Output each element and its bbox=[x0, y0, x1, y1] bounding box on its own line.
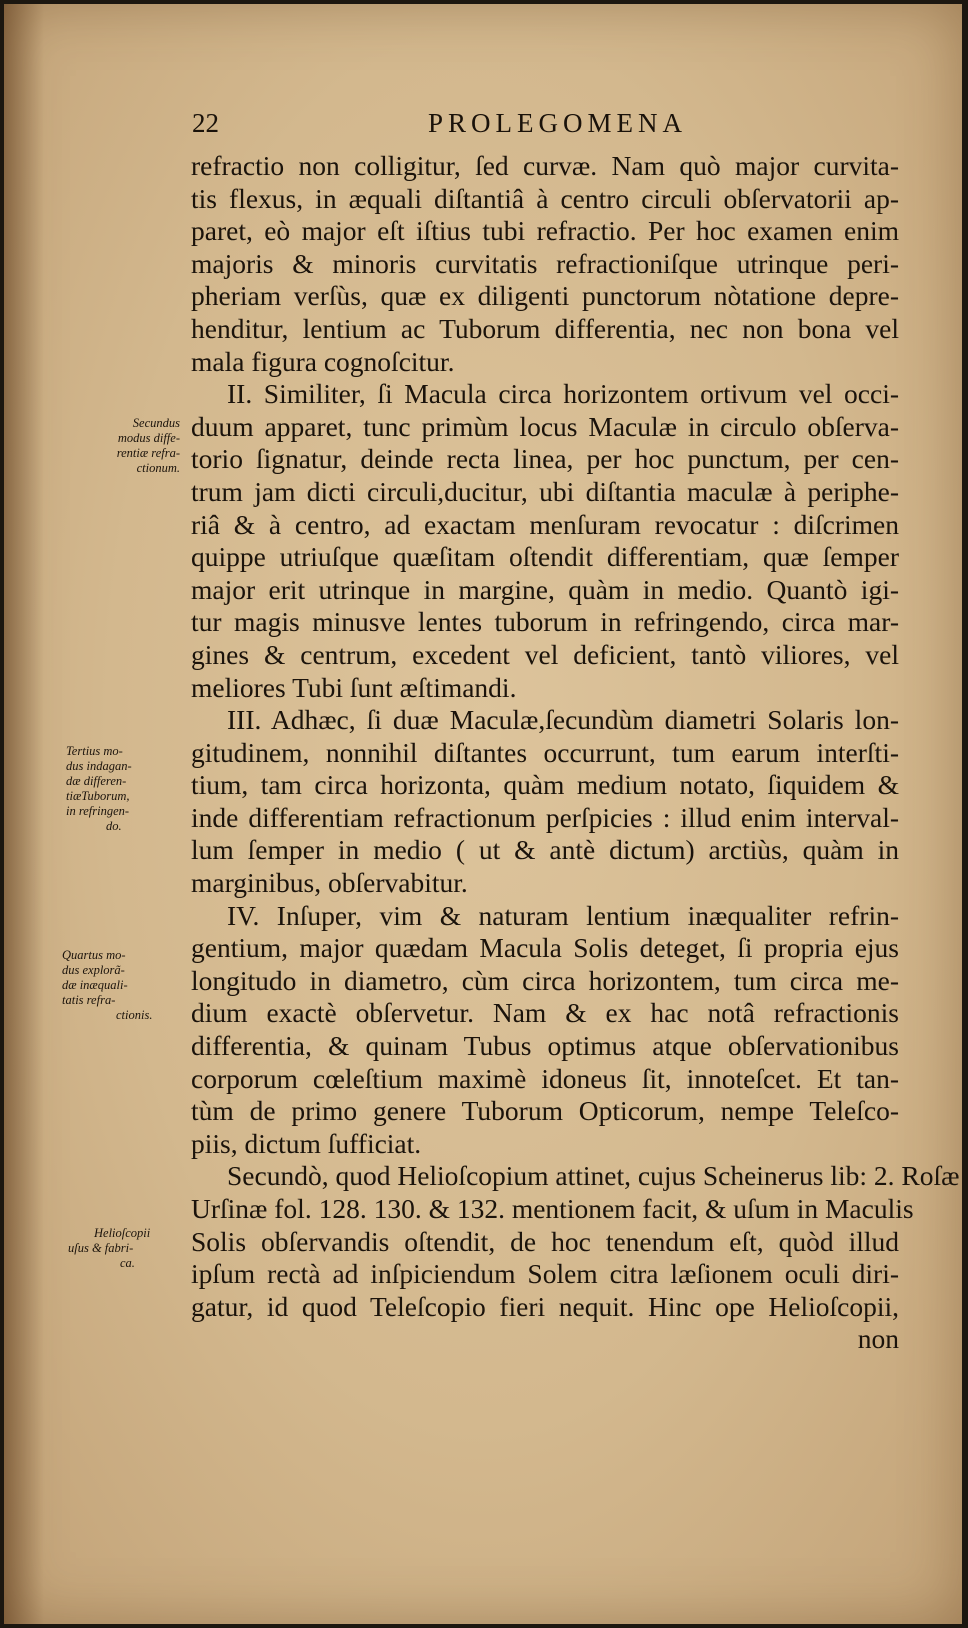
text-line: tur magis minusve lentes tuborum in refringendo, circa mar- bbox=[191, 606, 899, 638]
text-line: paret, eò major eſt iſtius tubi refractio. Per hoc examen enim bbox=[191, 215, 899, 247]
marginal-line: do. bbox=[106, 819, 122, 833]
book-page bbox=[4, 4, 962, 1624]
text-line: major erit utrinque in margine, quàm in medio. Quantò igi- bbox=[191, 573, 899, 605]
text-line: majoris & minoris curvitatis refractioniſque utrinque peri- bbox=[191, 247, 899, 279]
marginal-line: dus explorã- bbox=[62, 963, 125, 977]
marginal-line: tiæTuborum, bbox=[66, 789, 130, 803]
text-line: ipſum rectà ad inſpiciendum Solem citra læſionem oculi diri- bbox=[191, 1258, 899, 1290]
marginal-line: ca. bbox=[120, 1256, 135, 1270]
text-line: tium, tam circa horizonta, quàm medium notato, ſiquidem & bbox=[191, 769, 899, 801]
text-line: gentium, major quædam Macula Solis deteget, ſi propria ejus bbox=[191, 932, 899, 964]
page-header bbox=[192, 108, 882, 148]
marginal-line: tatis refra- bbox=[62, 993, 116, 1007]
marginal-line: dæ differen- bbox=[66, 774, 127, 788]
marginal-line: uſus & fabri- bbox=[68, 1241, 134, 1255]
text-line: duum apparet, tunc primùm locus Maculæ in circulo obſerva- bbox=[191, 410, 899, 442]
paragraph-start-II: II. Similiter, ſi Macula circa horizontem ortivum vel occi- bbox=[227, 378, 899, 410]
text-line: gines & centrum, excedent vel deficient, tantò viliores, vel bbox=[191, 638, 899, 670]
marginal-line: in refringen- bbox=[66, 804, 130, 818]
marginal-line: Quartus mo- bbox=[62, 948, 126, 962]
running-head: PROLEGOMENA bbox=[428, 108, 688, 138]
marginal-line: ctionis. bbox=[116, 1008, 153, 1022]
text-line: dium exactè obſervetur. Nam & ex hac notâ refractionis bbox=[191, 997, 899, 1029]
marginal-line: modus diffe- bbox=[117, 431, 180, 445]
paragraph-start-IV: IV. Inſuper, vim & naturam lentium inæqualiter refrin- bbox=[227, 899, 899, 931]
text-line: Urſinæ fol. 128. 130. & 132. mentionem facit, & uſum in Maculis bbox=[191, 1193, 914, 1224]
marginal-note-quartus bbox=[62, 948, 162, 1023]
marginal-note-helioscopii bbox=[68, 1226, 178, 1271]
marginal-line: Helioſcopii bbox=[94, 1226, 151, 1240]
marginal-line: dæ inæquali- bbox=[62, 978, 128, 992]
text-line: piis, dictum ſufficiat. bbox=[191, 1127, 422, 1159]
text-line: trum jam dicti circuli,ducitur, ubi diſtantia maculæ à periphe- bbox=[191, 475, 899, 507]
text-line: tùm de primo genere Tuborum Opticorum, nempe Teleſco- bbox=[191, 1095, 899, 1127]
text-line: longitudo in diametro, cùm circa horizontem, tum circa me- bbox=[191, 964, 899, 996]
text-line: riâ & à centro, ad exactam menſuram revocatur : diſcrimen bbox=[191, 508, 899, 540]
paragraph-start-III: III. Adhæc, ſi duæ Maculæ,ſecundùm diametri Solaris lon- bbox=[227, 704, 899, 736]
text-line: mala figura cognoſcitur. bbox=[191, 345, 455, 377]
text-line: torio ſignatur, deinde recta linea, per hoc punctum, per cen- bbox=[191, 443, 899, 475]
text-line: gitudinem, nonnihil diſtantes occurrunt, tum earum interſti- bbox=[191, 736, 899, 768]
text-line: meliores Tubi ſunt æſtimandi. bbox=[191, 671, 517, 703]
text-line: differentia, & quinam Tubus optimus atque obſervationibus bbox=[191, 1030, 899, 1062]
body-text bbox=[191, 150, 960, 1356]
marginal-line: rentiæ refra- bbox=[116, 446, 180, 460]
text-line: quippe utriuſque quæſitam oſtendit differentiam, quæ ſemper bbox=[191, 541, 899, 573]
marginal-line: Tertius mo- bbox=[66, 744, 123, 758]
marginal-note-secundus bbox=[88, 416, 180, 476]
text-line: gatur, id quod Teleſcopio fieri nequit. Hinc ope Helioſcopii, bbox=[191, 1290, 899, 1322]
text-line: henditur, lentium ac Tuborum differentia, nec non bona vel bbox=[191, 312, 899, 344]
text-line: Solis obſervandis oſtendit, de hoc tenendum eſt, quòd illud bbox=[191, 1225, 899, 1257]
marginal-line: dus indagan- bbox=[66, 759, 132, 773]
text-line: corporum cœleſtium maximè idoneus ſit, innoteſcet. Et tan- bbox=[191, 1062, 899, 1094]
text-line: refractio non colligitur, ſed curvæ. Nam quò major curvita- bbox=[191, 150, 899, 181]
text-line: inde differentiam refractionum perſpicies : illud enim interval- bbox=[191, 801, 899, 833]
marginal-note-tertius bbox=[66, 744, 156, 834]
marginal-line: ctionum. bbox=[136, 461, 180, 475]
text-line: tis flexus, in æquali diſtantiâ à centro circuli obſervatorii ap- bbox=[191, 182, 899, 214]
text-line: pheriam verſùs, quæ ex diligenti punctorum nòtatione depre- bbox=[191, 280, 899, 312]
paragraph-start-secundo: Secundò, quod Helioſcopium attinet, cujus Scheinerus lib: 2. Roſæ bbox=[227, 1160, 960, 1192]
page-number: 22 bbox=[192, 108, 219, 138]
text-line: lum ſemper in medio ( ut & antè dictum) arctiùs, quàm in bbox=[191, 834, 899, 866]
text-line: marginibus, obſervabitur. bbox=[191, 867, 468, 899]
catchword: non bbox=[857, 1323, 899, 1355]
page-edge-stain bbox=[4, 4, 44, 1624]
marginal-line: Secundus bbox=[132, 416, 180, 430]
